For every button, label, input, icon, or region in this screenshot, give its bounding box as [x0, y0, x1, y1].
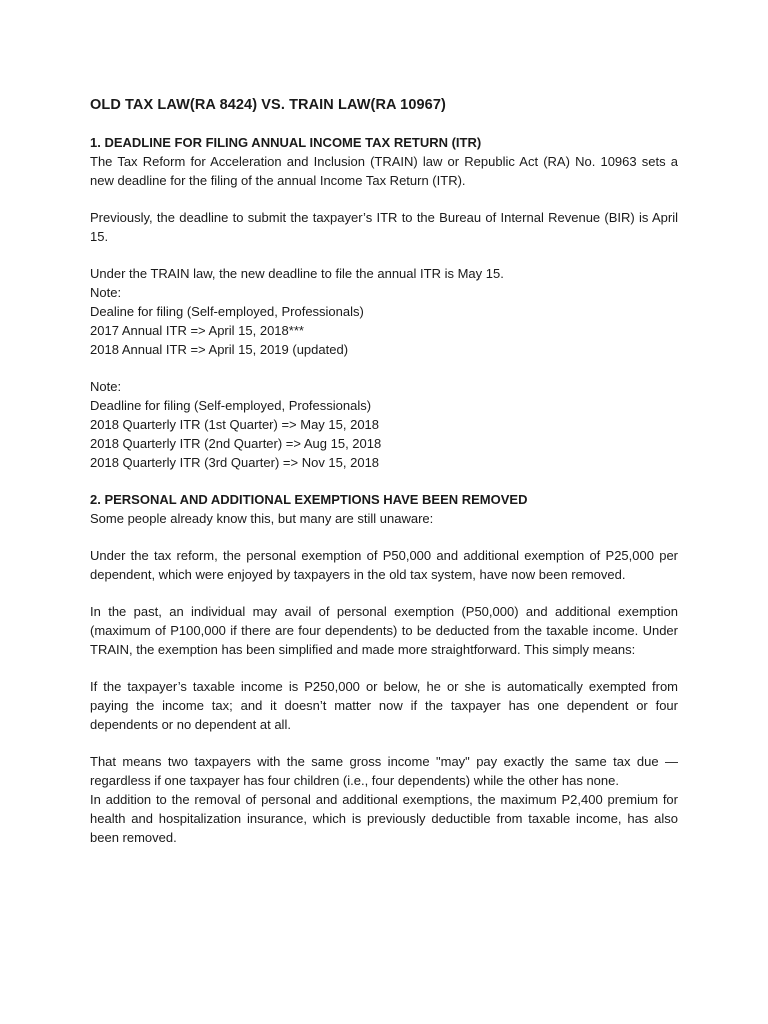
section-1-paragraph-2: Previously, the deadline to submit the taxpayer’s ITR to the Bureau of Internal Revenue (BIR) is April 15. [90, 210, 678, 244]
section-2-paragraph-5: In addition to the removal of personal and additional exemptions, the maximum P2,400 premium for health and hospitalization insurance, which is previously deductible from taxable income, has also been removed. [90, 792, 678, 845]
document-title: OLD TAX LAW(RA 8424) VS. TRAIN LAW(RA 10967) [90, 97, 446, 113]
note-label: Note: [90, 285, 122, 300]
section-2-paragraph-2: In the past, an individual may avail of personal exemption (P50,000) and additional exemption (maximum of P100,000 if there are four dependents) to be deducted from the taxable income. Under TRAIN, the exemption has been simplified and made more straightforward. This simply means: [90, 604, 678, 657]
deadline-line: 2018 Quarterly ITR (3rd Quarter) => Nov 15, 2018 [90, 455, 380, 470]
paragraph-spacer [90, 734, 678, 752]
deadline-line: 2018 Quarterly ITR (2nd Quarter) => Aug 15, 2018 [90, 436, 382, 451]
quarterly-deadline-block [90, 377, 678, 472]
section-2-paragraph-1: Under the tax reform, the personal exemption of P50,000 and additional exemption of P25,000 per dependent, which were enjoyed by taxpayers in the old tax system, have now been removed. [90, 548, 678, 582]
deadline-line: 2018 Quarterly ITR (1st Quarter) => May 15, 2018 [90, 417, 380, 432]
deadline-line: Dealine for filing (Self-employed, Professionals) [90, 304, 364, 319]
paragraph-spacer [90, 584, 678, 602]
deadline-line: Under the TRAIN law, the new deadline to file the annual ITR is May 15. [90, 266, 504, 281]
deadline-line: Deadline for filing (Self-employed, Professionals) [90, 398, 372, 413]
section-2-paragraph-3: If the taxpayer’s taxable income is P250,000 or below, he or she is automatically exempted from paying the income tax; and it doesn’t matter now if the taxpayer has one dependent or four dependents or no dependent at all. [90, 679, 678, 732]
section-2-heading: 2. PERSONAL AND ADDITIONAL EXEMPTIONS HAVE BEEN REMOVED [90, 492, 528, 507]
annual-deadline-block [90, 264, 678, 359]
deadline-line: 2017 Annual ITR => April 15, 2018*** [90, 323, 304, 338]
section-1-heading: 1. DEADLINE FOR FILING ANNUAL INCOME TAX RETURN (ITR) [90, 135, 482, 150]
deadline-line: 2018 Annual ITR => April 15, 2019 (updated) [90, 342, 349, 357]
paragraph-spacer [90, 472, 678, 490]
paragraph-spacer [90, 659, 678, 677]
paragraph-spacer [90, 190, 678, 208]
paragraph-spacer [90, 528, 678, 546]
document-body [90, 95, 678, 847]
paragraph-spacer [90, 359, 678, 377]
section-2-intro: Some people already know this, but many are still unaware: [90, 511, 434, 526]
section-1-paragraph-1: The Tax Reform for Acceleration and Inclusion (TRAIN) law or Republic Act (RA) No. 10963 sets a new deadline for the filing of the annual Income Tax Return (ITR). [90, 154, 678, 188]
paragraph-spacer [90, 246, 678, 264]
note-label: Note: [90, 379, 122, 394]
section-2-paragraph-4: That means two taxpayers with the same gross income "may" pay exactly the same tax due — regardless if one taxpayer has four children (i.e., four dependents) while the other has none. [90, 754, 678, 788]
